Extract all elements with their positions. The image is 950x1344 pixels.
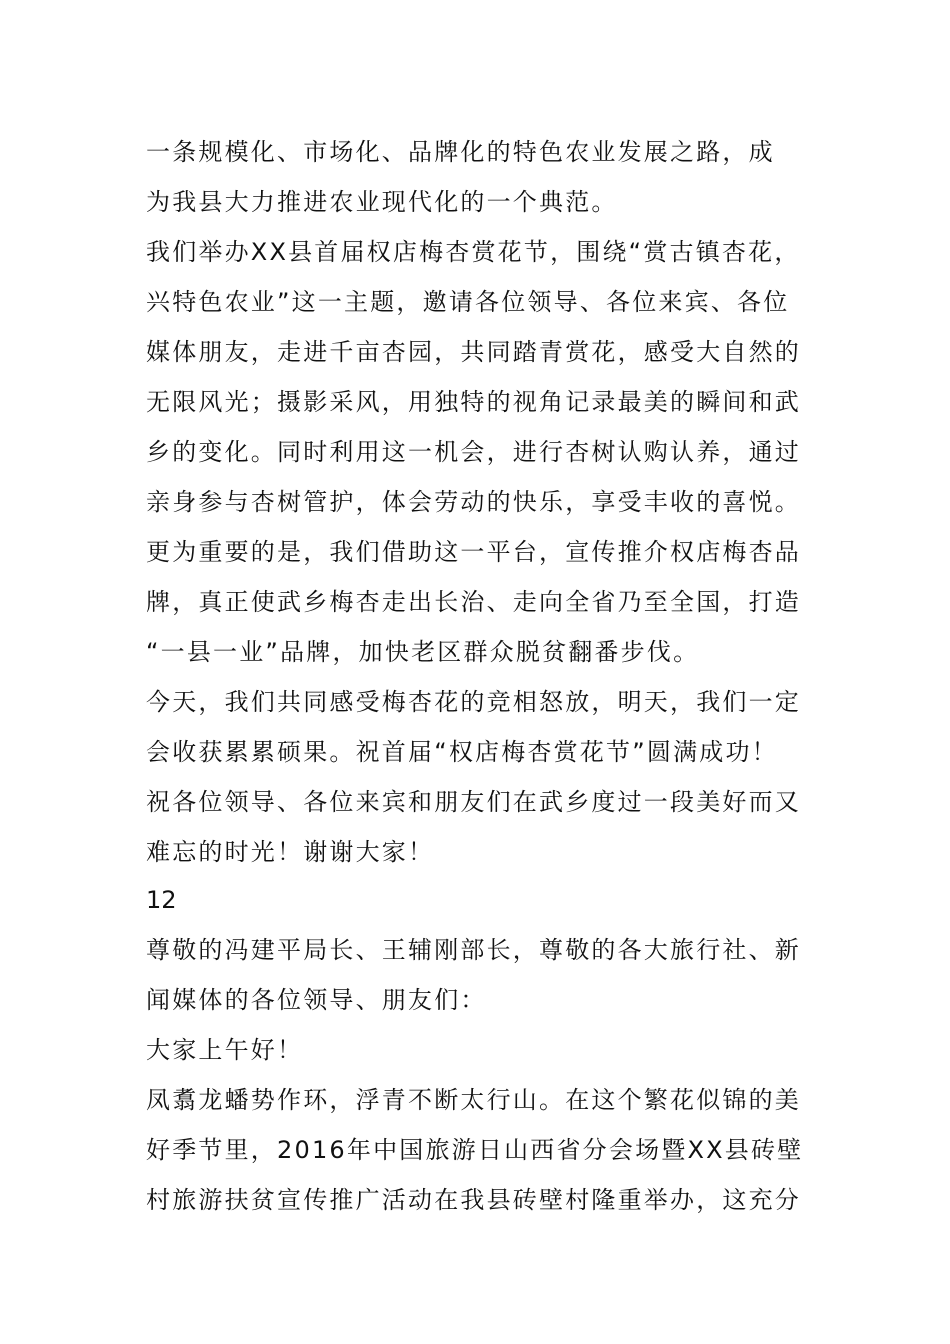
text-line: 我们举办XX县首届权店梅杏赏花节，围绕“赏古镇杏花， [146,238,801,266]
section-number: 12 [146,886,177,914]
text-line: 祝各位领导、各位来宾和朋友们在武乡度过一段美好而又 [146,788,801,816]
text-line: 无限风光；摄影采风，用独特的视角记录最美的瞬间和武 [146,388,801,416]
text-line: 闻媒体的各位领导、朋友们： [146,986,487,1014]
text-line: 一条规模化、市场化、品牌化的特色农业发展之路，成 [146,138,775,166]
text-line: 乡的变化。同时利用这一机会，进行杏树认购认养，通过 [146,438,801,466]
text-line: 难忘的时光！谢谢大家！ [146,838,435,866]
text-line: 好季节里，2016年中国旅游日山西省分会场暨XX县砖壁 [146,1136,804,1164]
text-line: 村旅游扶贫宣传推广活动在我县砖壁村隆重举办，这充分 [146,1186,801,1214]
text-line: 今天，我们共同感受梅杏花的竞相怒放，明天，我们一定 [146,688,801,716]
text-line: “一县一业”品牌，加快老区群众脱贫翻番步伐。 [146,638,700,666]
text-line: 牌，真正使武乡梅杏走出长治、走向全省乃至全国，打造 [146,588,801,616]
text-line: 亲身参与杏树管护，体会劳动的快乐，享受丰收的喜悦。 [146,488,801,516]
text-line: 兴特色农业”这一主题，邀请各位领导、各位来宾、各位 [146,288,790,316]
text-line: 为我县大力推进农业现代化的一个典范。 [146,188,618,216]
text-line: 媒体朋友，走进千亩杏园，共同踏青赏花，感受大自然的 [146,338,801,366]
text-line: 会收获累累硕果。祝首届“权店梅杏赏花节”圆满成功！ [146,738,778,766]
text-line: 凤翥龙蟠势作环，浮青不断太行山。在这个繁花似锦的美 [146,1086,801,1114]
text-line: 大家上午好！ [146,1036,304,1064]
text-line: 尊敬的冯建平局长、王辅刚部长，尊敬的各大旅行社、新 [146,936,801,964]
text-line: 更为重要的是，我们借助这一平台，宣传推介权店梅杏品 [146,538,801,566]
